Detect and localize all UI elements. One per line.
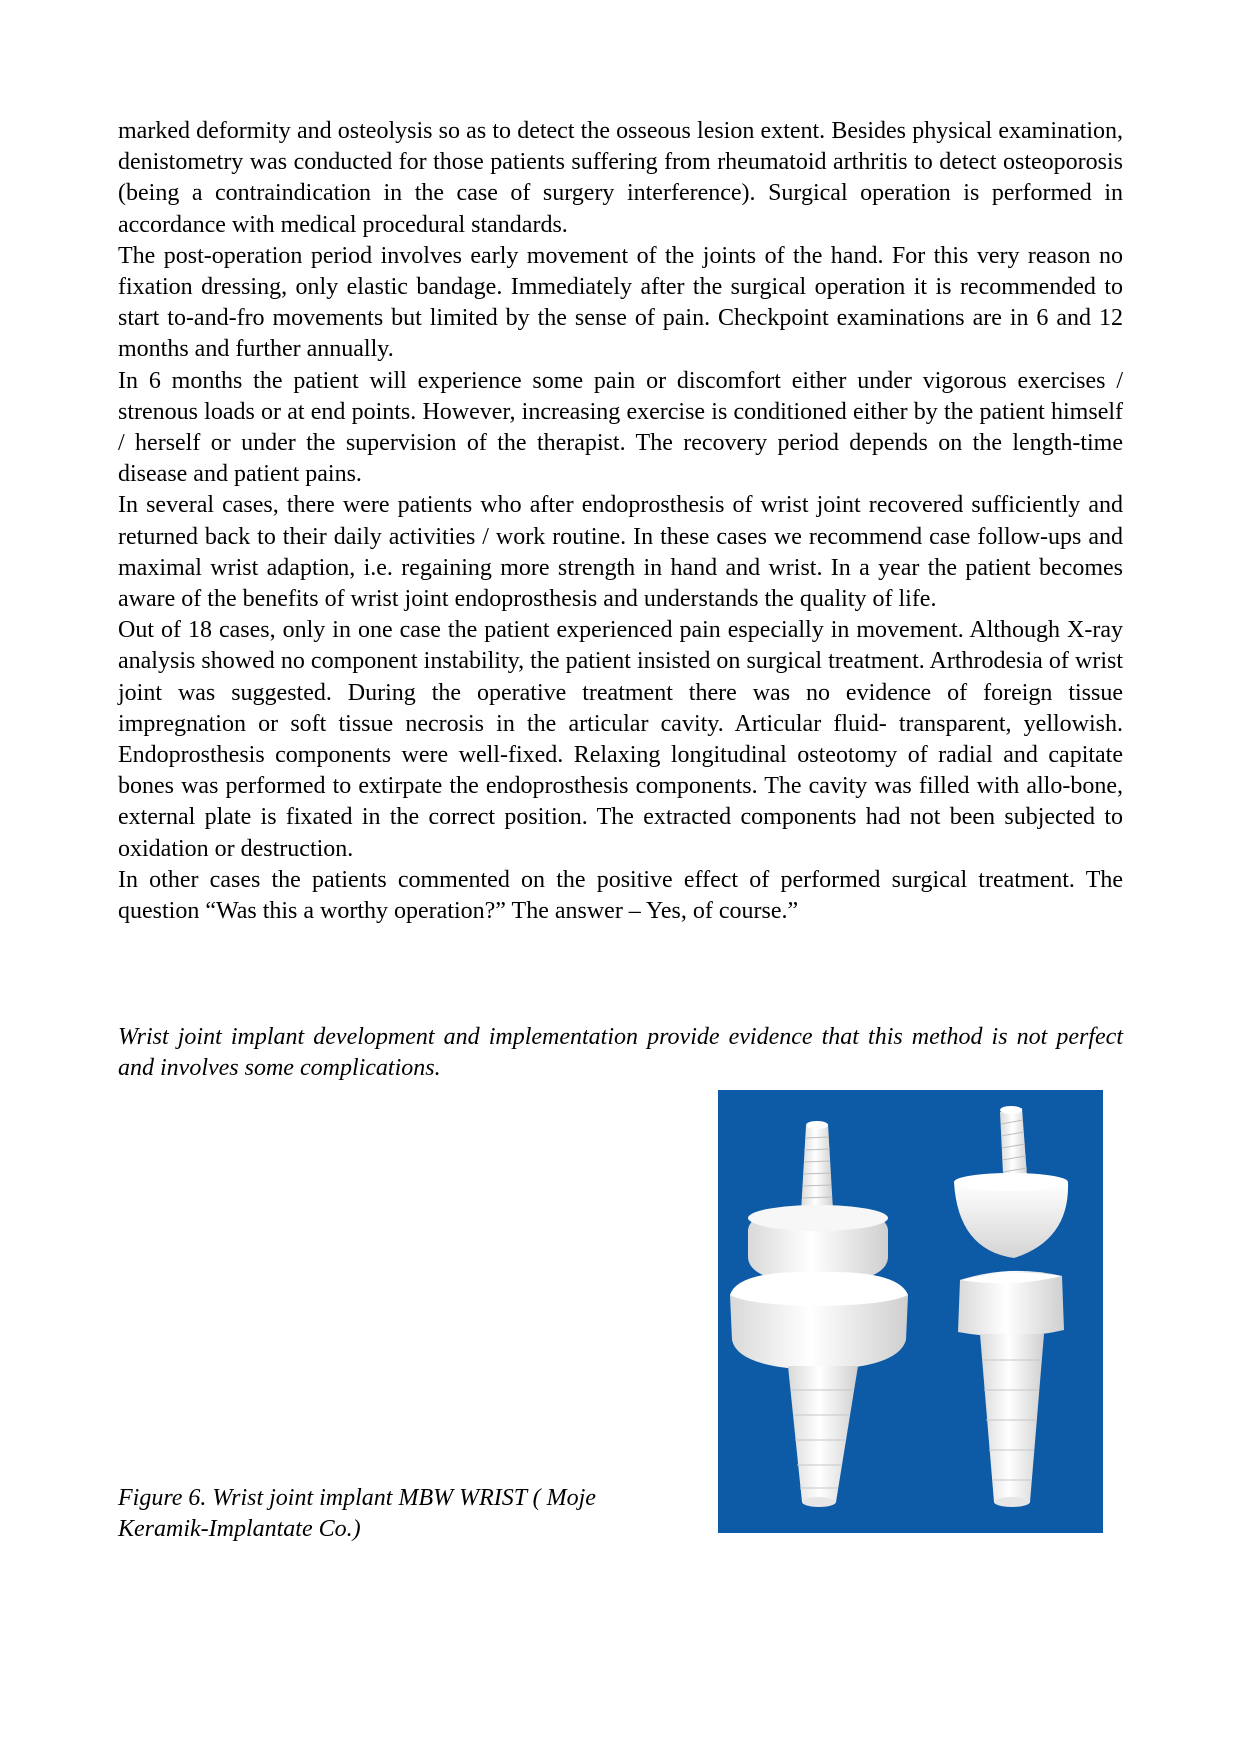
paragraph-3: In 6 months the patient will experience some pain or discomfort either under vigorous exercises / strenous loads or at end points. However, increasing exercise is conditioned either by the patient himself / herself or under the supervision of the therapist. The recovery period depends on the length-time disease and patient pains. bbox=[118, 367, 1123, 488]
implant-photo bbox=[718, 1090, 1103, 1533]
body-text bbox=[118, 116, 1123, 927]
paragraph-1: marked deformity and osteolysis so as to detect the osseous lesion extent. Besides physical examination, denistometry was conducted for those patients suffering from rheumatoid arthritis to detect osteoporosis (being a contraindication in the case of surgery interference). Surgical operation is performed in accordance with medical procedural standards. bbox=[118, 118, 1123, 238]
paragraph-6: In other cases the patients commented on the positive effect of performed surgical treatment. The question “Was this a worthy operation?” The answer – Yes, of course.” bbox=[118, 866, 1123, 925]
paragraph-2: The post-operation period involves early movement of the joints of the hand. For this very reason no fixation dressing, only elastic bandage. Immediately after the surgical operation it is recommended to start to-and-fro movements but limited by the sense of pain. Checkpoint examinations are in 6 and 12 months and further annually. bbox=[118, 242, 1123, 363]
implant-figure bbox=[718, 1090, 1103, 1533]
paragraph-5: Out of 18 cases, only in one case the patient experienced pain especially in movement. Although X-ray analysis showed no component instability, the patient insisted on surgical treatment. Arthrodesia of wrist joint was suggested. During the operative treatment there was no evidence of foreign tissue impregnation or soft tissue necrosis in the articular cavity. Articular fluid- transparent, yellowish. Endoprosthesis components were well-fixed. Relaxing longitudinal osteotomy of radial and capitate bones was performed to extirpate the endoprosthesis components. The cavity was filled with allo-bone, external plate is fixated in the correct position. The extracted components had not been subjected to oxidation or destruction. bbox=[118, 617, 1123, 862]
conclusion-text: Wrist joint implant development and implementation provide evidence that this method is not perfect and involves some complications. bbox=[118, 1024, 1123, 1082]
paragraph-4: In several cases, there were patients who after endoprosthesis of wrist joint recovered sufficiently and returned back to their daily activities / work routine. In these cases we recommend case follow-ups and maximal wrist adaption, i.e. regaining more strength in hand and wrist. In a year the patient becomes aware of the benefits of wrist joint endoprosthesis and understands the quality of life. bbox=[118, 492, 1123, 613]
figure-caption: Figure 6. Wrist joint implant MBW WRIST ( Moje Keramik-Implantate Co.) bbox=[118, 1485, 596, 1543]
